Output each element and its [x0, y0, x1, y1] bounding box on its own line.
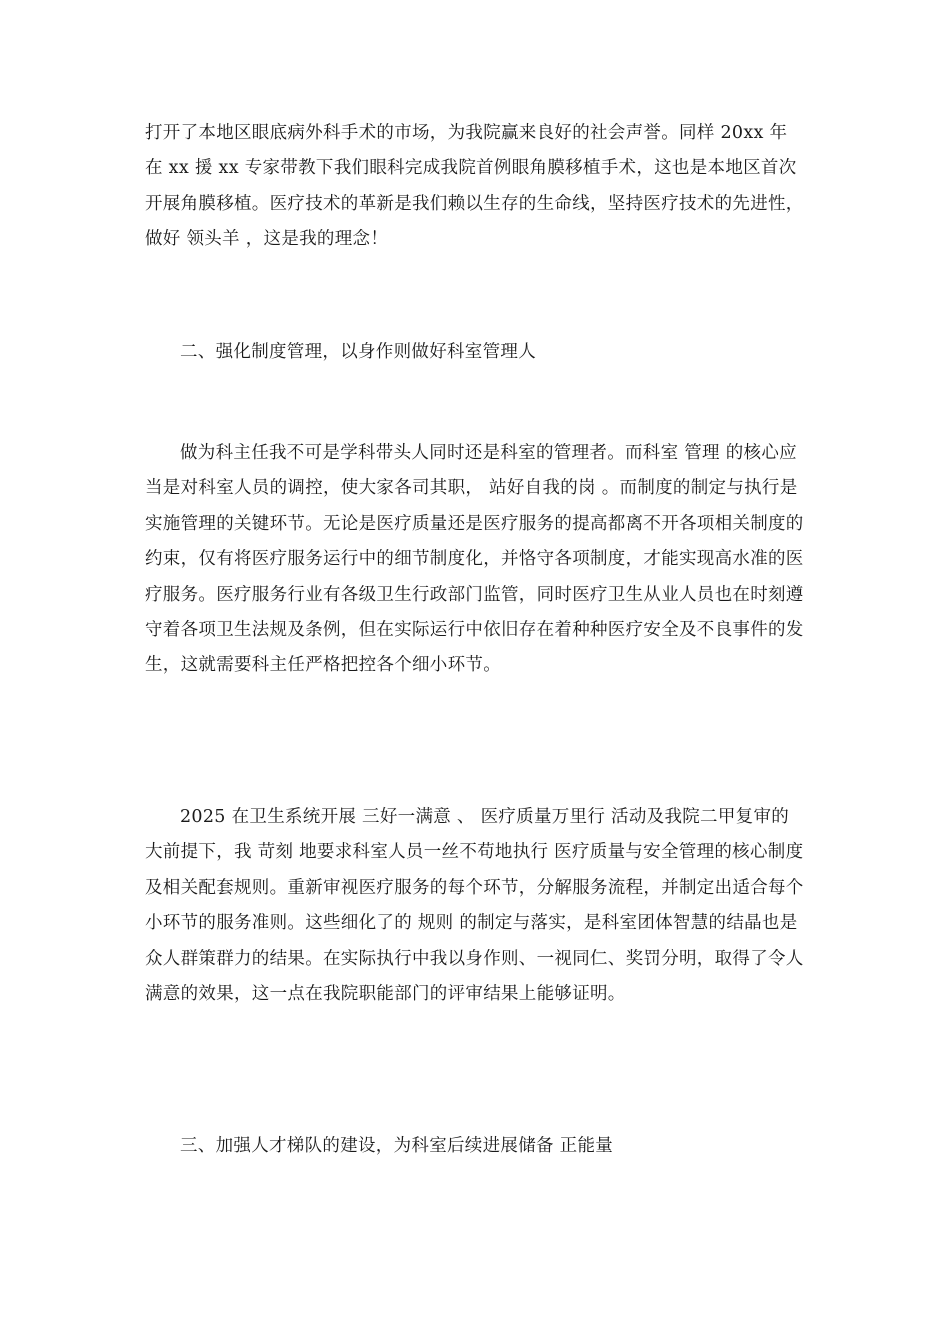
paragraph-intro: 打开了本地区眼底病外科手术的市场，为我院赢来良好的社会声誉。同样 20xx 年在 xx 援 xx 专家带教下我们眼科完成我院首例眼角膜移植手术，这也是本地区首次开展角膜移植。医疗技术的革新是我们赖以生存的生命线，坚持医疗技术的先进性，做好 领头羊 ，这是我的理念！ — [145, 123, 804, 250]
paragraph-management: 做为科主任我不可是学科带头人同时还是科室的管理者。而科室 管理 的核心应当是对科室人员的调控，使大家各司其职， 站好自我的岗 。而制度的制定与执行是实施管理的关键环节。无论是医疗质量还是医疗服务的提高都离不开各项相关制度的约束，仅有将医疗服务运行中的细节制度化，并恪守各项制度，才能实现高水准的医疗服务。医疗服务行业有各级卫生行政部门监管，同时医疗卫生从业人员也在时刻遵守着各项卫生法规及条例，但在实际运行中依旧存在着种种医疗安全及不良事件的发生，这就需要科主任严格把控各个细小环节。 — [145, 443, 804, 676]
section-heading-two: 二、强化制度管理，以身作则做好科室管理人 — [180, 342, 536, 362]
section-heading-three: 三、加强人才梯队的建设，为科室后续进展储备 正能量 — [180, 1136, 614, 1156]
paragraph-2025: 2025 在卫生系统开展 三好一满意 、 医疗质量万里行 活动及我院二甲复审的大前提下，我 苛刻 地要求科室人员一丝不苟地执行 医疗质量与安全管理的核心制度 及相关配套规则。重新审视医疗服务的每个环节，分解服务流程，并制定出适合每个小环节的服务准则。这些细化了的 规则 的制定与落实，是科室团体智慧的结晶也是众人群策群力的结果。在实际执行中我以身作则、一视同仁、奖罚分明，取得了令人满意的效果，这一点在我院职能部门的评审结果上能够证明。 — [145, 807, 804, 1005]
